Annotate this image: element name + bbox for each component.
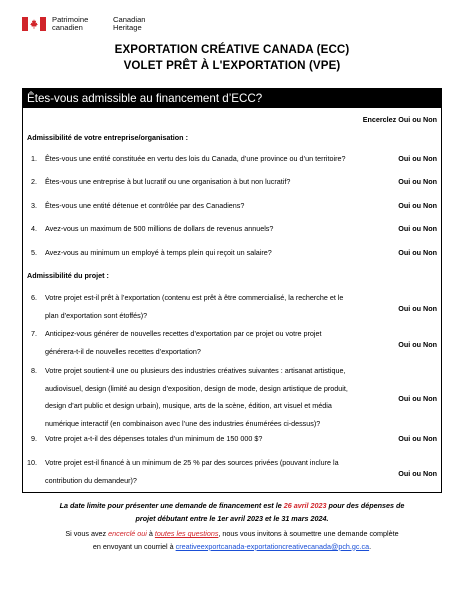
- deadline-date: 26 avril 2023: [283, 501, 327, 510]
- eligibility-box: [22, 88, 442, 493]
- canada-flag-icon: [22, 17, 46, 31]
- question-line: Êtes-vous une entité constituée en vertu des lois du Canada, d’une province ou d’un territoire?: [45, 154, 346, 163]
- document-title: EXPORTATION CRÉATIVE CANADA (ECC): [114, 43, 350, 56]
- answer-yes-no[interactable]: Oui ou Non: [398, 304, 437, 313]
- org-name-en: [113, 16, 146, 33]
- question-text: [45, 222, 395, 236]
- answer-yes-no[interactable]: Oui ou Non: [398, 177, 437, 186]
- info-part1: Si vous avez: [65, 529, 109, 538]
- question-text: [45, 246, 395, 260]
- document-subtitle: VOLET PRÊT À L'EXPORTATION (VPE): [123, 59, 341, 72]
- question-number: 5.: [31, 248, 37, 257]
- question-line: Votre projet est-il financé à un minimum de 25 % par des sources privées (pouvant inclure la: [45, 458, 339, 467]
- question-text: [45, 456, 395, 491]
- question-line: audiovisuel, design (limité au design d’exposition, design de mode, design artistique de produit,: [45, 383, 348, 393]
- instruction-label: Encerclez Oui ou Non: [362, 115, 437, 124]
- question-line: Avez-vous au minimum un employé à temps plein qui reçoit un salaire?: [45, 248, 272, 257]
- question-number: 7.: [31, 329, 37, 338]
- question-line: Votre projet a-t-il des dépenses totales d’un minimum de 150 000 $?: [45, 434, 263, 443]
- org-name-en-line1: Canadian: [113, 15, 146, 24]
- question-number: 4.: [31, 224, 37, 233]
- submission-info: [22, 528, 442, 553]
- info-part4: en envoyant un courriel à: [92, 541, 176, 551]
- government-header: [22, 15, 222, 37]
- info-all-questions: toutes les questions: [154, 529, 219, 538]
- question-text: [45, 199, 395, 213]
- question-line: Votre projet soutient-il une ou plusieurs des industries créatives suivantes : artisanat artistique,: [45, 366, 346, 375]
- org-name-fr-line1: Patrimoine: [52, 15, 89, 24]
- question-line: générera-t-il de nouvelles recettes d’exportation?: [45, 346, 201, 356]
- question-line: Êtes-vous une entreprise à but lucratif ou une organisation à but non lucratif?: [45, 177, 291, 186]
- question-line: design d’art public et design urbain), musique, arts de la scène, édition, art visuel et média: [45, 401, 332, 411]
- question-text: [45, 327, 395, 362]
- question-text: [45, 291, 395, 326]
- answer-yes-no[interactable]: Oui ou Non: [398, 394, 437, 403]
- answer-yes-no[interactable]: Oui ou Non: [398, 469, 437, 478]
- question-line: Êtes-vous une entité détenue et contrôlée par des Canadiens?: [45, 201, 245, 210]
- question-line: plan d’exportation sont étoffés)?: [45, 310, 148, 320]
- deadline-text-part1: La date limite pour présenter une demande de financement est le: [59, 501, 284, 510]
- question-line: Votre projet est-il prêt à l’exportation (contenu est prêt à être commercialisé, la recherche et le: [45, 293, 344, 302]
- answer-yes-no[interactable]: Oui ou Non: [398, 248, 437, 257]
- question-number: 6.: [31, 293, 37, 302]
- question-line: Anticipez-vous générer de nouvelles recettes d’exportation par ce projet ou votre projet: [45, 329, 322, 338]
- question-line: numérique interactif (en combinaison avec l’une des industries énumérées ci-dessus)?: [45, 418, 321, 428]
- question-number: 2.: [31, 177, 37, 186]
- deadline-note: [22, 500, 442, 525]
- info-part2: à: [146, 529, 155, 538]
- org-name-en-line2: Heritage: [113, 23, 142, 33]
- deadline-text-part2: pour des dépenses de: [326, 501, 405, 510]
- question-text: [45, 364, 395, 434]
- question-number: 1.: [31, 154, 37, 163]
- question-text: [45, 175, 395, 189]
- info-circled-yes: encerclé oui: [108, 529, 147, 538]
- question-number: 9.: [31, 434, 37, 443]
- question-line: contribution du demandeur)?: [45, 475, 137, 485]
- answer-yes-no[interactable]: Oui ou Non: [398, 224, 437, 233]
- question-number: 8.: [31, 366, 37, 375]
- question-number: 10.: [27, 458, 37, 467]
- deadline-text-line2: projet débutant entre le 1er avril 2023 et le 31 mars 2024.: [135, 513, 329, 523]
- info-part3: , nous vous invitons à soumettre une demande complète: [218, 529, 399, 538]
- org-name-fr: [52, 16, 88, 33]
- answer-yes-no[interactable]: Oui ou Non: [398, 340, 437, 349]
- question-number: 3.: [31, 201, 37, 210]
- contact-email-link[interactable]: creativeexportcanada-exportationcreativecanada@pch.gc.ca: [175, 541, 370, 551]
- section-title-project: Admissibilité du projet :: [27, 271, 109, 280]
- question-line: Avez-vous un maximum de 500 millions de dollars de revenus annuels?: [45, 224, 274, 233]
- answer-yes-no[interactable]: Oui ou Non: [398, 201, 437, 210]
- info-part5: .: [369, 541, 372, 551]
- section-title-organisation: Admissibilité de votre entreprise/organisation :: [27, 133, 188, 142]
- org-name-fr-line2: canadien: [52, 23, 83, 33]
- answer-yes-no[interactable]: Oui ou Non: [398, 434, 437, 443]
- answer-yes-no[interactable]: Oui ou Non: [398, 154, 437, 163]
- eligibility-heading: Êtes-vous admissible au financement d’ECC?: [23, 89, 441, 108]
- question-text: [45, 152, 395, 166]
- question-text: [45, 432, 395, 446]
